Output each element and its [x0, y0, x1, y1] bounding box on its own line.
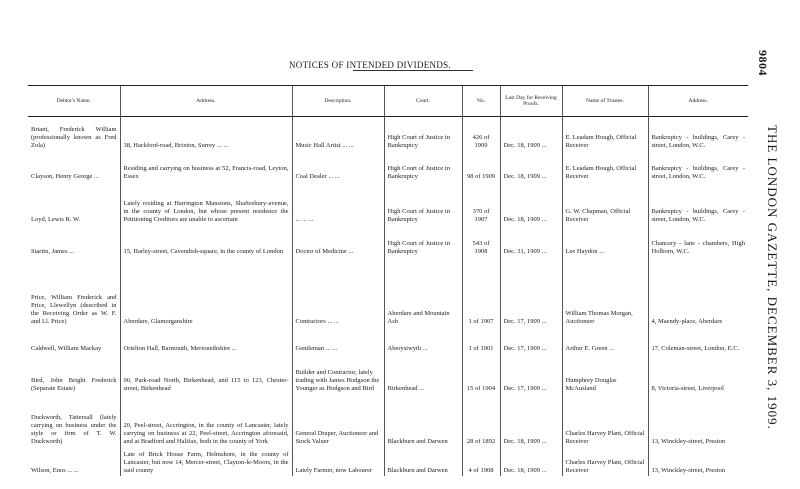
- debtor-name-cell: Duckworth, Tattersall (lately carrying on business under the style or firm of T. W. Duckworth): [31, 414, 117, 445]
- last-day-cell: Dec. 18, 1909 ...: [500, 447, 562, 476]
- description-cell: Lately Farmer, now Labourer: [292, 447, 384, 476]
- address-cell: 38, Hackford-road, Brixton, Surrey ... ...: [120, 120, 292, 151]
- number-cell: 543 of 1908: [462, 225, 500, 257]
- trustee-address-cell: Bankruptcy - buildings, Carey - street, London, W.C.: [648, 120, 748, 151]
- last-day-cell: Dec. 17, 1909 ...: [500, 327, 562, 354]
- court-cell: High Court of Justice in Bankruptcy: [384, 225, 462, 257]
- debtor-name-cell: Price, William Frederick and Price, Llewellyn (described in the Receiving Order as W. F. and Ll. Price): [31, 294, 117, 325]
- debtor-name-cell: Clayson, Henry George ...: [31, 173, 99, 180]
- trustee-address-cell: Chancery - lane - chambers, High Holborn, W.C.: [648, 225, 748, 257]
- trustee-name-cell: E. Leadam Hough, Official Receiver: [562, 120, 648, 151]
- last-day-cell: Dec. 18, 1909 ...: [500, 151, 562, 182]
- col-trustee-name: Name of Trustee.: [562, 86, 648, 117]
- table-row: [28, 327, 748, 354]
- address-cell: 20, Peel-street, Accrington, in the county of Lancaster, lately carrying on business at 22, Peel-street, Accrington aforesaid, and at Bradford and Halifax, both in the county of York: [120, 394, 292, 447]
- description-cell: Contractors ... ...: [292, 257, 384, 327]
- trustee-address-cell: 8, Victoria-street, Liverpool: [648, 354, 748, 394]
- trustee-name-cell: Charles Harvey Plant, Official Receiver: [562, 394, 648, 447]
- number-cell: 370 of 1907: [462, 182, 500, 225]
- court-cell: Aberystwyth ...: [384, 327, 462, 354]
- table-body: [28, 117, 748, 477]
- trustee-name-cell: E. Leadam Hough, Official Receiver: [562, 151, 648, 182]
- number-cell: 4 of 1908: [462, 447, 500, 476]
- description-cell: Gentleman ... ...: [292, 327, 384, 354]
- number-cell: 1 of 1907: [462, 257, 500, 327]
- table-row: [28, 354, 748, 394]
- title-underline: [353, 70, 473, 71]
- table-header-row: [28, 86, 748, 117]
- address-cell: Lately residing at Harrington Mansions, Shaftesbury-avenue, in the county of London, but whose present residence the Petitioning Creditors are unable to ascertain: [120, 182, 292, 225]
- table-row: [28, 182, 748, 225]
- debtor-name-cell: Startin, James ...: [31, 248, 74, 255]
- address-cell: Aberdare, Glamorganshire: [120, 257, 292, 327]
- description-cell: ... ... ...: [292, 182, 384, 225]
- court-cell: Aberdare and Mountain Ash: [384, 257, 462, 327]
- address-cell: Orielton Hall, Barmouth, Merionethshire ...: [120, 327, 292, 354]
- debtor-name-cell: Wilson, Enos ... ...: [31, 467, 79, 474]
- court-cell: High Court of Justice in Bankruptcy: [384, 182, 462, 225]
- trustee-name-cell: Arthur E. Green ...: [562, 327, 648, 354]
- number-cell: 28 of 1892: [462, 394, 500, 447]
- address-cell: 15, Harley-street, Cavendish-square, in the county of London: [120, 225, 292, 257]
- debtor-name-cell: Caldwell, William Mackay: [31, 345, 102, 352]
- page-number: 9804: [756, 50, 770, 76]
- court-cell: Blackburn and Darwen: [384, 447, 462, 476]
- trustee-name-cell: G. W. Chapman, Official Receiver: [562, 182, 648, 225]
- number-cell: 98 of 1909: [462, 151, 500, 182]
- table-row: [28, 151, 748, 182]
- trustee-name-cell: Charles Harvey Plant, Official Receiver: [562, 447, 648, 476]
- dividends-table: [28, 85, 748, 476]
- number-cell: 1 of 1901: [462, 327, 500, 354]
- description-cell: Builder and Contractor, lately trading with James Hodgson the Younger as Hodgson and Bird: [292, 354, 384, 394]
- last-day-cell: Dec. 18, 1909 ...: [500, 394, 562, 447]
- col-court: Court.: [384, 86, 462, 117]
- trustee-address-cell: 17, Coleman-street, London, E.C.: [648, 327, 748, 354]
- description-cell: General Draper, Auctioneer and Stock Valuer: [292, 394, 384, 447]
- court-cell: High Court of Justice in Bankruptcy: [384, 151, 462, 182]
- table-row: [28, 257, 748, 327]
- number-cell: 15 of 1904: [462, 354, 500, 394]
- debtor-name-cell: Loyd, Lewis R. W.: [31, 216, 81, 223]
- court-cell: Blackburn and Darwen: [384, 394, 462, 447]
- address-cell: 90, Park-road North, Birkenhead, and 115 to 123, Chester-street, Birkenhead: [120, 354, 292, 394]
- col-description: Description.: [292, 86, 384, 117]
- last-day-cell: Dec. 31, 1909 ...: [500, 225, 562, 257]
- trustee-address-cell: 13, Winckley-street, Preston: [648, 394, 748, 447]
- trustee-address-cell: Bankruptcy - buildings, Carey - street, London, W.C.: [648, 182, 748, 225]
- table-row: [28, 225, 748, 257]
- page-title: NOTICES OF INTENDED DIVIDENDS.: [289, 60, 451, 70]
- description-cell: Music Hall Artist ... ...: [292, 120, 384, 151]
- court-cell: High Court of Justice in Bankruptcy: [384, 120, 462, 151]
- col-last-day: Last Day for Receiving Proofs.: [500, 86, 562, 117]
- col-trustee-address: Address.: [648, 86, 748, 117]
- last-day-cell: Dec. 18, 1909 ...: [500, 120, 562, 151]
- col-number: No.: [462, 86, 500, 117]
- address-cell: Late of Brick House Farm, Helmshore, in the county of Lancaster, but now 14, Mercer-street, Clayton-le-Moors, in the said county: [120, 447, 292, 476]
- trustee-name-cell: William Thomas Morgan, Auctioneer: [562, 257, 648, 327]
- last-day-cell: Dec. 17, 1909 ...: [500, 257, 562, 327]
- journal-running-head: THE LONDON GAZETTE, DECEMBER 3, 1909.: [765, 125, 780, 430]
- debtor-name-cell: Bird, John Bright Frederick (Separate Estate): [31, 377, 117, 392]
- col-address: Address.: [120, 86, 292, 117]
- debtor-name-cell: Briant, Frederick William (professionally known as Fred Zola): [31, 126, 117, 149]
- last-day-cell: Dec. 17, 1909 ...: [500, 354, 562, 394]
- last-day-cell: Dec. 18, 1909 ...: [500, 182, 562, 225]
- table-row: [28, 447, 748, 476]
- trustee-address-cell: 4, Maendy-place, Aberdare: [648, 257, 748, 327]
- description-cell: Doctor of Medicine ...: [292, 225, 384, 257]
- address-cell: Residing and carrying on business at 52, Francis-road, Leyton, Essex: [120, 151, 292, 182]
- trustee-name-cell: Lee Haydon ...: [562, 225, 648, 257]
- table-row: [28, 120, 748, 151]
- trustee-address-cell: 13, Winckley-street, Preston: [648, 447, 748, 476]
- description-cell: Coal Dealer ... ...: [292, 151, 384, 182]
- table-row: [28, 394, 748, 447]
- trustee-address-cell: Bankruptcy - buildings, Carey - street, London, W.C.: [648, 151, 748, 182]
- trustee-name-cell: Humphrey Douglas McAusland: [562, 354, 648, 394]
- court-cell: Birkenhead ...: [384, 354, 462, 394]
- number-cell: 426 of 1909: [462, 120, 500, 151]
- col-debtor-name: Debtor's Name.: [28, 86, 120, 117]
